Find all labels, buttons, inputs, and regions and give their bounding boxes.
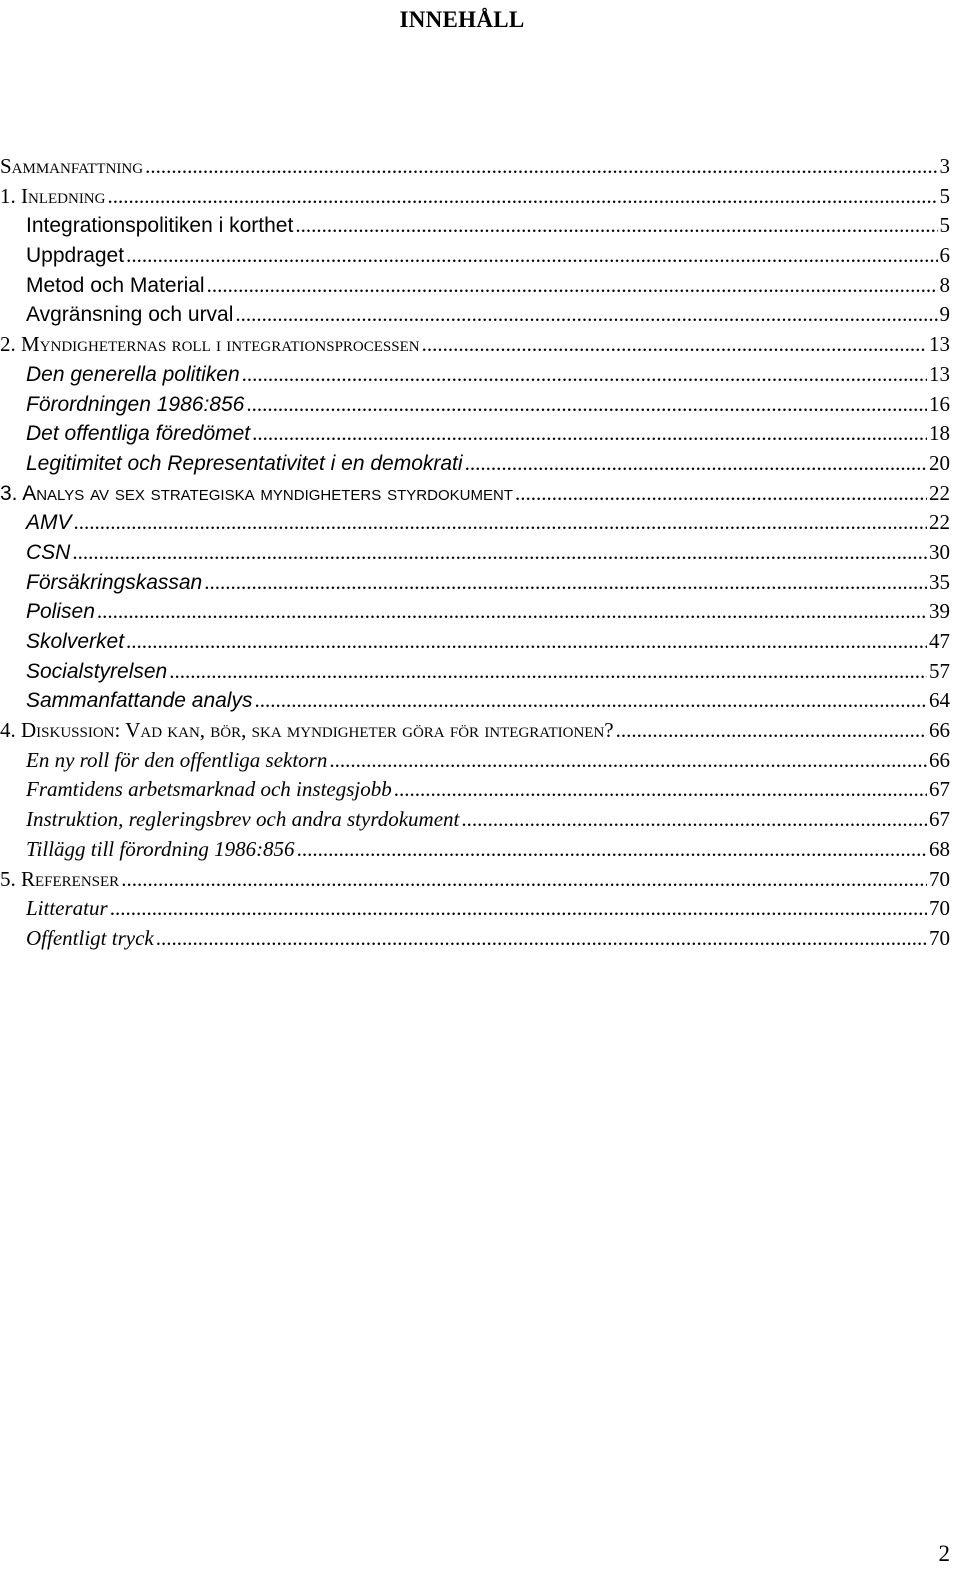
toc-entry[interactable] (0, 746, 950, 776)
toc-entry[interactable] (0, 479, 950, 509)
toc-entry[interactable] (0, 390, 950, 420)
toc-entry-label: 5. Referenser (0, 866, 120, 891)
toc-entry[interactable] (0, 508, 950, 538)
toc-entry-page: 3 (939, 154, 950, 178)
toc-dot-leader (156, 924, 927, 954)
toc-entry-page: 68 (929, 836, 950, 861)
toc-entry-label: Integrationspolitiken i korthet (26, 214, 294, 238)
toc-entry-page: 47 (929, 629, 950, 653)
toc-dot-leader (74, 508, 927, 538)
toc-entry-page: 64 (929, 688, 950, 713)
toc-entry-label: Skolverket (26, 630, 125, 653)
toc-entry-label: Sammanfattning (0, 154, 144, 178)
toc-entry-label: Det offentliga föredömet (26, 422, 251, 446)
page-number: 2 (938, 1541, 950, 1566)
toc-dot-leader (616, 716, 927, 746)
toc-dot-leader (107, 182, 937, 212)
toc-dot-leader (461, 805, 927, 835)
toc-entry-page: 35 (929, 569, 950, 594)
toc-entry[interactable] (0, 865, 950, 895)
toc-entry-label: Metod och Material (26, 273, 205, 297)
toc-entry-page: 70 (929, 896, 950, 921)
toc-entry[interactable] (0, 924, 950, 954)
toc-entry-page: 67 (929, 777, 950, 802)
toc-entry-page: 13 (929, 361, 950, 386)
toc-dot-leader (254, 686, 927, 716)
toc-entry-page: 39 (929, 599, 950, 624)
toc-entry-label: Offentligt tryck (26, 925, 154, 950)
toc-entry[interactable] (0, 805, 950, 835)
toc-dot-leader (204, 568, 927, 598)
toc-dot-leader (246, 390, 927, 420)
toc-entry[interactable] (0, 360, 950, 390)
toc-entry-label: 3. Analys av sex strategiska myndigheters styrdokument (0, 481, 513, 505)
toc-entry-label: Framtidens arbetsmarknad och instegsjobb (26, 777, 392, 802)
toc-entry-page: 22 (929, 510, 950, 535)
toc-entry-label: Socialstyrelsen (26, 659, 168, 683)
toc-entry-page: 6 (939, 243, 950, 268)
toc-entry[interactable] (0, 657, 950, 687)
toc-entry[interactable] (0, 686, 950, 716)
toc-dot-leader (422, 330, 927, 360)
toc-entry[interactable] (0, 775, 950, 805)
toc-dot-leader (394, 775, 927, 805)
toc-entry[interactable] (0, 300, 950, 330)
toc-entry-page: 18 (929, 421, 950, 446)
toc-entry-page: 70 (929, 925, 950, 950)
toc-entry[interactable] (0, 241, 950, 271)
toc-entry-page: 5 (939, 183, 950, 208)
toc-entry-page: 67 (929, 807, 950, 832)
toc-dot-leader (252, 419, 927, 449)
toc-entry-label: CSN (26, 540, 71, 564)
toc-dot-leader (169, 657, 927, 687)
toc-entry-page: 16 (929, 391, 950, 416)
toc-dot-leader (297, 835, 927, 865)
toc-dot-leader (126, 241, 937, 271)
toc-entry[interactable] (0, 538, 950, 568)
toc-entry[interactable] (0, 568, 950, 598)
toc-entry[interactable] (0, 597, 950, 627)
toc-entry-page: 22 (929, 480, 950, 505)
toc-entry-label: Instruktion, regleringsbrev och andra styrdokument (26, 807, 460, 832)
toc-entry-label: Litteratur (26, 896, 108, 921)
toc-entry-page: 57 (929, 658, 950, 683)
toc-entry-label: Uppdraget (26, 244, 125, 268)
toc-entry-label: Polisen (26, 600, 95, 624)
toc-entry[interactable] (0, 271, 950, 301)
toc-entry-page: 30 (929, 539, 950, 564)
toc-dot-leader (72, 538, 927, 568)
toc-entry[interactable] (0, 627, 950, 657)
toc-entry-label: En ny roll för den offentliga sektorn (26, 747, 328, 772)
toc-dot-leader (235, 300, 937, 330)
toc-entry[interactable] (0, 449, 950, 479)
toc-entry-label: Tillägg till förordning 1986:856 (26, 836, 295, 861)
toc-dot-leader (97, 597, 927, 627)
toc-entry[interactable] (0, 330, 950, 360)
toc-entry-label: 4. Diskussion: Vad kan, bör, ska myndigheter göra för integrationen? (0, 718, 614, 743)
toc-entry[interactable] (0, 835, 950, 865)
toc-entry-label: AMV (26, 511, 72, 535)
toc-dot-leader (515, 479, 927, 509)
toc-dot-leader (242, 360, 927, 390)
toc-entry-label: 1. Inledning (0, 183, 106, 208)
toc-entry-label: Sammanfattande analys (26, 689, 253, 713)
toc-entry-page: 66 (929, 718, 950, 743)
toc-entry[interactable] (0, 152, 950, 182)
toc-dot-leader (207, 271, 938, 301)
toc-entry[interactable] (0, 211, 950, 241)
toc-entry-page: 5 (939, 213, 950, 238)
toc-entry-label: Försäkringskassan (26, 570, 203, 594)
toc-entry-label: Den generella politiken (26, 362, 240, 386)
page-title: INNEHÅLL (399, 7, 525, 32)
table-of-contents (0, 152, 950, 954)
toc-entry[interactable] (0, 182, 950, 212)
toc-entry-label: 2. Myndigheternas roll i integrationsprocessen (0, 332, 420, 357)
toc-dot-leader (465, 449, 927, 479)
toc-entry-page: 20 (929, 450, 950, 475)
toc-dot-leader (329, 746, 927, 776)
toc-entry[interactable] (0, 716, 950, 746)
toc-dot-leader (295, 211, 937, 241)
toc-entry-page: 13 (929, 332, 950, 357)
toc-entry-label: Förordningen 1986:856 (26, 392, 245, 416)
toc-dot-leader (121, 865, 927, 895)
toc-entry-page: 9 (939, 302, 950, 327)
toc-entry-label: Legitimitet och Representativitet i en demokrati (26, 451, 463, 475)
toc-entry-page: 66 (929, 747, 950, 772)
toc-entry-page: 70 (929, 866, 950, 891)
toc-dot-leader (110, 894, 927, 924)
toc-dot-leader (126, 627, 927, 657)
toc-entry-page: 8 (939, 272, 950, 297)
toc-entry[interactable] (0, 894, 950, 924)
toc-entry[interactable] (0, 419, 950, 449)
toc-entry-label: Avgränsning och urval (26, 303, 234, 327)
toc-dot-leader (145, 152, 937, 182)
